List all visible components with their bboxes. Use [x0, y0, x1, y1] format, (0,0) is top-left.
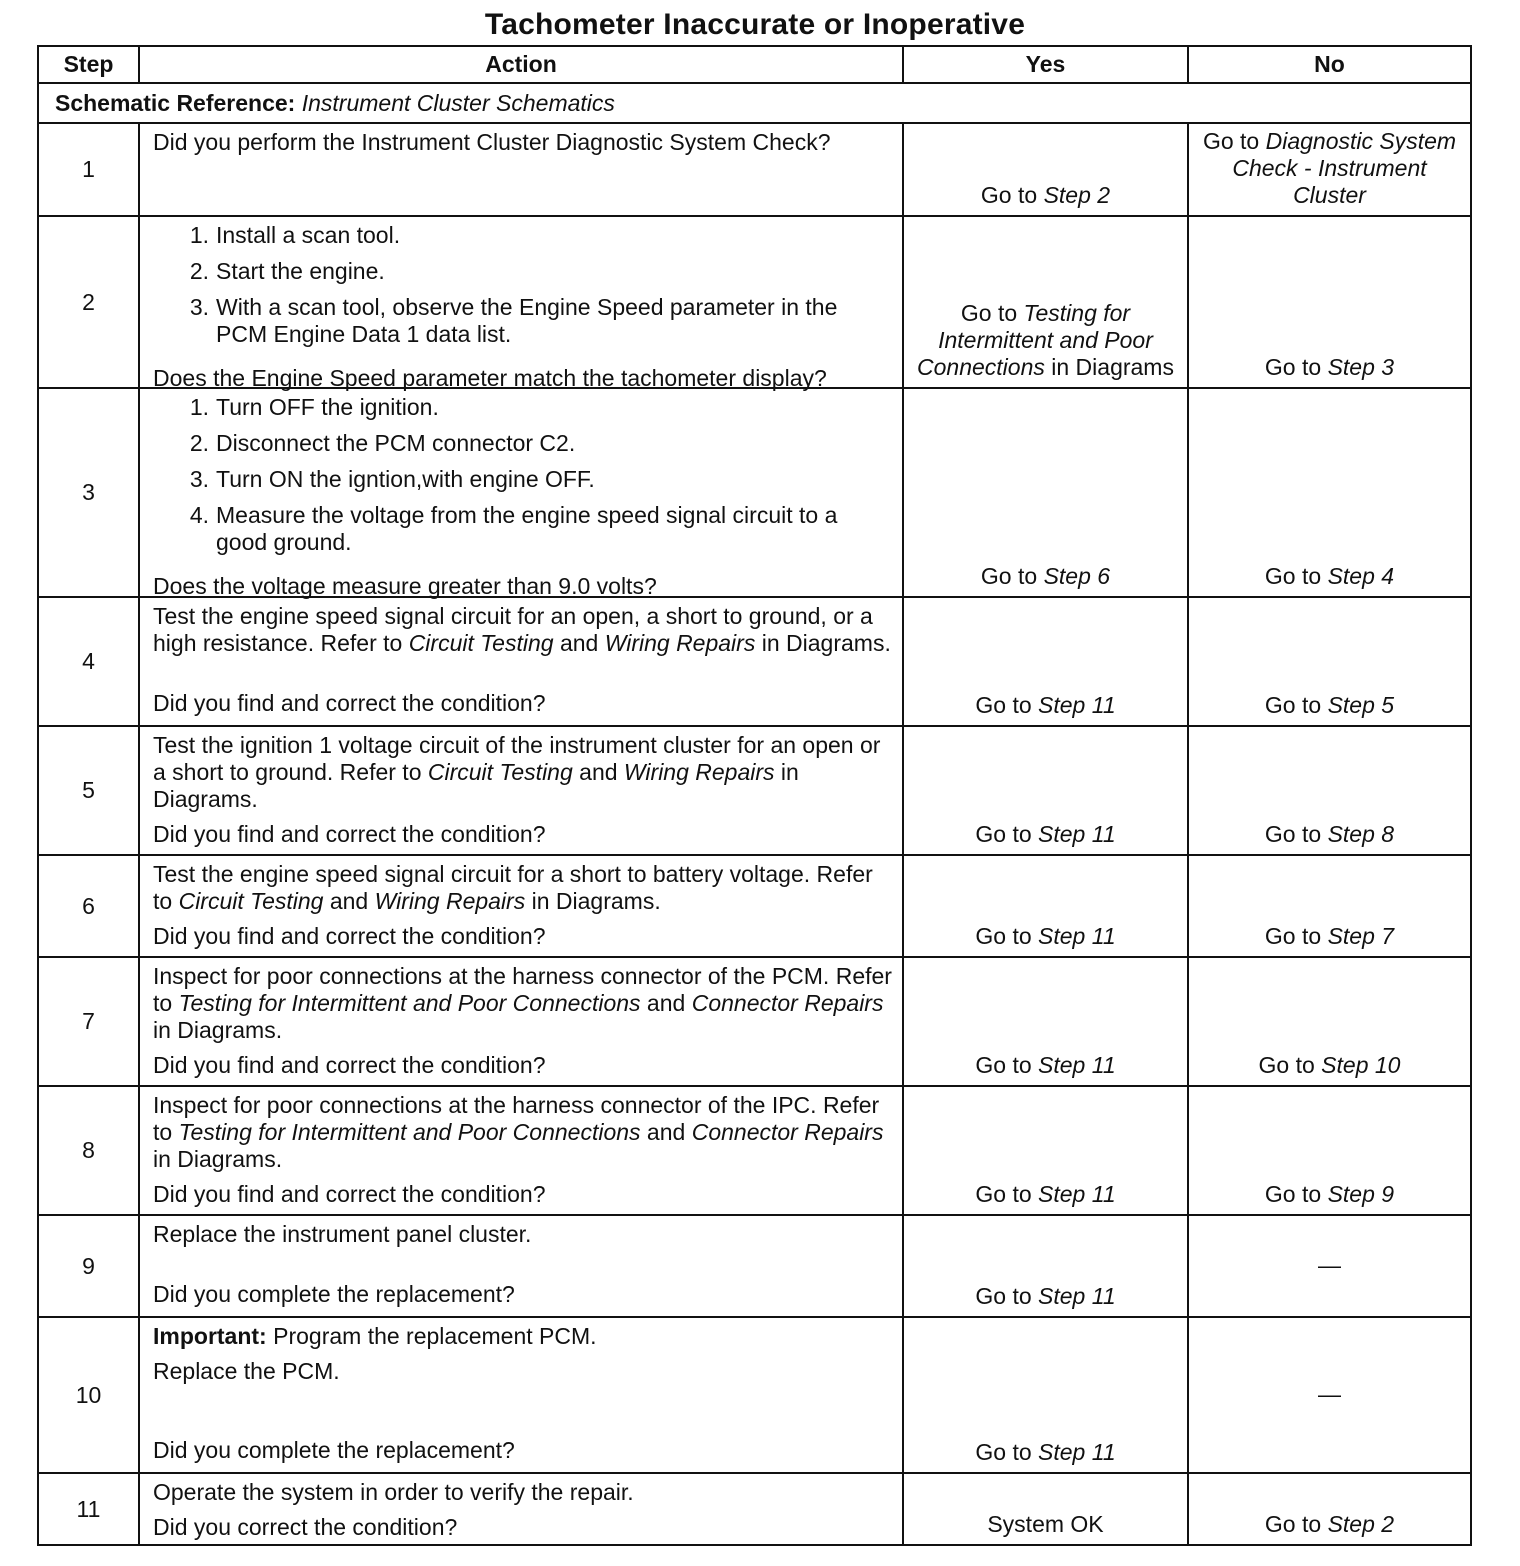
text-run: and	[323, 888, 375, 914]
text-run: in Diagrams.	[153, 1146, 283, 1172]
text-run: in Diagrams.	[153, 1017, 283, 1043]
action-cell	[139, 1473, 903, 1545]
reference-link[interactable]: Step 3	[1327, 354, 1395, 380]
step-number: 6	[38, 855, 139, 957]
list-item-text: Install a scan tool.	[216, 222, 401, 248]
text-run: Inspect for poor connections at the harness connector of the PCM. Refer to	[153, 963, 892, 1016]
reference-link[interactable]: Circuit Testing	[427, 759, 573, 785]
text-run: in Diagrams.	[153, 759, 799, 812]
header-action: Action	[139, 46, 903, 83]
action-content	[153, 1479, 892, 1540]
list-item-text: Disconnect the PCM connector C2.	[216, 430, 576, 456]
action-content	[153, 394, 892, 599]
list-item	[153, 294, 892, 348]
text-run: and	[640, 990, 692, 1016]
reference-link[interactable]: Step 10	[1321, 1052, 1401, 1078]
action-cell	[139, 123, 903, 216]
list-item	[153, 222, 892, 249]
action-text	[153, 861, 892, 915]
action-question: Did you find and correct the condition?	[153, 690, 546, 716]
text-run: Inspect for poor connections at the harness connector of the IPC. Refer to	[153, 1092, 880, 1145]
text-run: Go to	[975, 1181, 1039, 1207]
reference-link[interactable]: Step 8	[1327, 821, 1395, 847]
list-item	[153, 430, 892, 457]
text-run: in Diagrams.	[755, 630, 891, 656]
step-number: 11	[38, 1473, 139, 1545]
list-item-text: Start the engine.	[216, 258, 385, 284]
reference-link[interactable]: Step 11	[1038, 692, 1116, 718]
list-item-number: 4.	[189, 502, 209, 528]
step-number: 9	[38, 1215, 139, 1317]
action-text	[153, 1221, 892, 1248]
table-row	[38, 388, 1471, 597]
list-item-number: 3.	[189, 294, 209, 320]
reference-link[interactable]: Wiring Repairs	[623, 759, 775, 785]
action-question: Does the Engine Speed parameter match the tachometer display?	[153, 365, 827, 391]
action-question: Did you complete the replacement?	[153, 1281, 515, 1307]
action-question: Did you complete the replacement?	[153, 1437, 515, 1463]
reference-link[interactable]: Wiring Repairs	[374, 888, 526, 914]
action-question: Did you correct the condition?	[153, 1514, 458, 1540]
text-run: and	[572, 759, 624, 785]
yes-result	[903, 1473, 1188, 1545]
table-row	[38, 597, 1471, 726]
action-question: Did you find and correct the condition?	[153, 821, 546, 847]
table-row	[38, 1215, 1471, 1317]
reference-link[interactable]: Testing for Intermittent and Poor Connections	[178, 990, 641, 1016]
action-text	[153, 1092, 892, 1173]
list-item-number: 2.	[189, 430, 209, 456]
text-run: Go to	[1264, 1181, 1328, 1207]
yes-result	[903, 388, 1188, 597]
reference-link[interactable]: Step 2	[1043, 182, 1111, 208]
list-item-text: Measure the voltage from the engine speed signal circuit to a good ground.	[216, 502, 838, 555]
table-row	[38, 726, 1471, 855]
no-result	[1188, 1473, 1471, 1545]
schematic-reference-label: Schematic Reference:	[55, 89, 296, 116]
list-item-text: Turn ON the igntion,with engine OFF.	[216, 466, 595, 492]
reference-link[interactable]: Step 11	[1038, 1439, 1116, 1465]
no-result	[1188, 1086, 1471, 1215]
text-run: and	[553, 630, 605, 656]
table-row	[38, 1317, 1471, 1473]
page-title: Tachometer Inaccurate or Inoperative	[484, 8, 1026, 41]
text-run: Go to	[975, 1439, 1039, 1465]
table-header-row	[38, 46, 1471, 83]
step-number: 2	[38, 216, 139, 388]
list-item-number: 1.	[189, 394, 209, 420]
action-text	[153, 1323, 892, 1350]
reference-link[interactable]: Step 6	[1043, 563, 1111, 589]
text-run: Test the engine speed signal circuit for a short to battery voltage. Refer to	[153, 861, 873, 914]
action-question: Did you find and correct the condition?	[153, 1181, 546, 1207]
action-cell	[139, 388, 903, 597]
no-result	[1188, 726, 1471, 855]
action-content	[153, 861, 892, 948]
action-content	[153, 732, 892, 846]
reference-link[interactable]: Step 2	[1327, 1511, 1395, 1537]
list-item-number: 2.	[189, 258, 209, 284]
text-run: —	[1318, 1380, 1341, 1407]
reference-link[interactable]: Step 11	[1038, 1181, 1116, 1207]
text-run: Important:	[153, 1323, 267, 1349]
yes-result	[903, 1215, 1188, 1317]
action-content	[153, 603, 892, 717]
schematic-reference-link[interactable]: Instrument Cluster Schematics	[301, 89, 615, 116]
reference-link[interactable]: Connector Repairs	[691, 1119, 884, 1145]
action-cell	[139, 1215, 903, 1317]
action-question: Did you find and correct the condition?	[153, 1052, 546, 1078]
text-run: and	[640, 1119, 692, 1145]
step-number: 8	[38, 1086, 139, 1215]
diagnostic-table	[37, 45, 1472, 1546]
action-steps-list	[153, 222, 892, 357]
yes-result	[903, 855, 1188, 957]
list-item	[153, 394, 892, 421]
schematic-reference-row	[38, 83, 1471, 123]
reference-link[interactable]: Step 7	[1327, 923, 1395, 949]
text-run: Go to	[975, 1052, 1039, 1078]
step-number: 1	[38, 123, 139, 216]
reference-link[interactable]: Step 5	[1327, 692, 1395, 718]
action-text	[153, 603, 892, 657]
text-run: Go to	[1264, 692, 1328, 718]
text-run: Go to	[975, 1283, 1039, 1309]
list-item-text: Turn OFF the ignition.	[216, 394, 439, 420]
action-content	[153, 129, 892, 207]
text-run: Go to	[975, 821, 1039, 847]
action-cell	[139, 1317, 903, 1473]
action-text	[153, 1479, 892, 1506]
header-yes: Yes	[903, 46, 1188, 83]
action-question: Did you find and correct the condition?	[153, 923, 546, 949]
header-step: Step	[38, 46, 139, 83]
yes-result	[903, 1086, 1188, 1215]
action-steps-list	[153, 394, 892, 565]
yes-result	[903, 123, 1188, 216]
action-content	[153, 1221, 892, 1308]
text-run: Program the replacement PCM.	[266, 1323, 597, 1349]
no-result	[1188, 957, 1471, 1086]
text-run: Go to	[975, 692, 1039, 718]
table-row	[38, 1086, 1471, 1215]
reference-link[interactable]: Wiring Repairs	[604, 630, 756, 656]
action-cell	[139, 855, 903, 957]
reference-link[interactable]: Step 11	[1038, 923, 1116, 949]
text-run: Go to	[1264, 1511, 1328, 1537]
text-run: in Diagrams.	[525, 888, 661, 914]
table-row	[38, 123, 1471, 216]
action-cell	[139, 1086, 903, 1215]
yes-result	[903, 216, 1188, 388]
list-item	[153, 502, 892, 556]
action-question: Does the voltage measure greater than 9.0 volts?	[153, 573, 657, 599]
text-run: Test the ignition 1 voltage circuit of the instrument cluster for an open or a short to ground. Refer to	[153, 732, 881, 785]
no-result	[1188, 1317, 1471, 1473]
step-number: 3	[38, 388, 139, 597]
reference-link[interactable]: Circuit Testing	[408, 630, 554, 656]
reference-link[interactable]: Testing for Intermittent and Poor Connections	[917, 300, 1153, 380]
no-result	[1188, 216, 1471, 388]
no-result	[1188, 1215, 1471, 1317]
action-text	[153, 963, 892, 1044]
action-content	[153, 1323, 892, 1464]
action-text	[153, 1358, 892, 1385]
list-item-number: 1.	[189, 222, 209, 248]
table-row	[38, 1473, 1471, 1545]
list-item-number: 3.	[189, 466, 209, 492]
yes-result	[903, 1317, 1188, 1473]
header-no: No	[1188, 46, 1471, 83]
text-run: Go to	[1258, 1052, 1322, 1078]
text-run: Go to	[1264, 821, 1328, 847]
step-number: 10	[38, 1317, 139, 1473]
action-content	[153, 222, 892, 391]
no-result	[1188, 855, 1471, 957]
table-row	[38, 855, 1471, 957]
reference-link[interactable]: Circuit Testing	[178, 888, 324, 914]
text-run: in Diagrams	[1044, 354, 1174, 380]
text-run: Test the engine speed signal circuit for an open, a short to ground, or a high resistance. Refer to	[153, 603, 873, 656]
text-run: Replace the instrument panel cluster.	[153, 1221, 532, 1247]
no-result	[1188, 597, 1471, 726]
step-number: 7	[38, 957, 139, 1086]
reference-link[interactable]: Step 11	[1038, 821, 1116, 847]
list-item	[153, 466, 892, 493]
reference-link[interactable]: Step 11	[1038, 1052, 1116, 1078]
reference-link[interactable]: Step 11	[1038, 1283, 1116, 1309]
step-number: 4	[38, 597, 139, 726]
text-run: Did you perform the Instrument Cluster Diagnostic System Check?	[153, 129, 831, 155]
action-cell	[139, 216, 903, 391]
yes-result	[903, 597, 1188, 726]
text-run: —	[1318, 1251, 1341, 1278]
schematic-reference	[38, 83, 1471, 123]
action-cell	[139, 726, 903, 855]
text-run: Go to	[1264, 563, 1328, 589]
text-run: Go to	[1202, 128, 1266, 154]
text-run: Operate the system in order to verify the repair.	[153, 1479, 634, 1505]
action-text	[153, 732, 892, 813]
no-result	[1188, 388, 1471, 597]
text-run: Go to	[980, 563, 1044, 589]
action-cell	[139, 957, 903, 1086]
text-run: Go to	[975, 923, 1039, 949]
table-row	[38, 957, 1471, 1086]
action-content	[153, 1092, 892, 1206]
action-content	[153, 963, 892, 1077]
no-result	[1188, 123, 1471, 216]
action-text	[153, 129, 892, 156]
reference-link[interactable]: Step 4	[1327, 563, 1395, 589]
step-number: 5	[38, 726, 139, 855]
reference-link[interactable]: Testing for Intermittent and Poor Connections	[178, 1119, 641, 1145]
list-item-text: With a scan tool, observe the Engine Speed parameter in the PCM Engine Data 1 data list.	[216, 294, 838, 347]
text-run: Go to	[1264, 354, 1328, 380]
text-run: Replace the PCM.	[153, 1358, 340, 1384]
text-run: Go to	[980, 182, 1044, 208]
list-item	[153, 258, 892, 285]
yes-result	[903, 957, 1188, 1086]
text-run: System OK	[987, 1511, 1104, 1537]
action-cell	[139, 597, 903, 726]
yes-result	[903, 726, 1188, 855]
reference-link[interactable]: Step 9	[1327, 1181, 1395, 1207]
text-run: Go to	[960, 300, 1024, 326]
reference-link[interactable]: Connector Repairs	[691, 990, 884, 1016]
table-row	[38, 216, 1471, 388]
reference-link[interactable]: Diagnostic System Check - Instrument Cluster	[1232, 128, 1457, 208]
text-run: Go to	[1264, 923, 1328, 949]
